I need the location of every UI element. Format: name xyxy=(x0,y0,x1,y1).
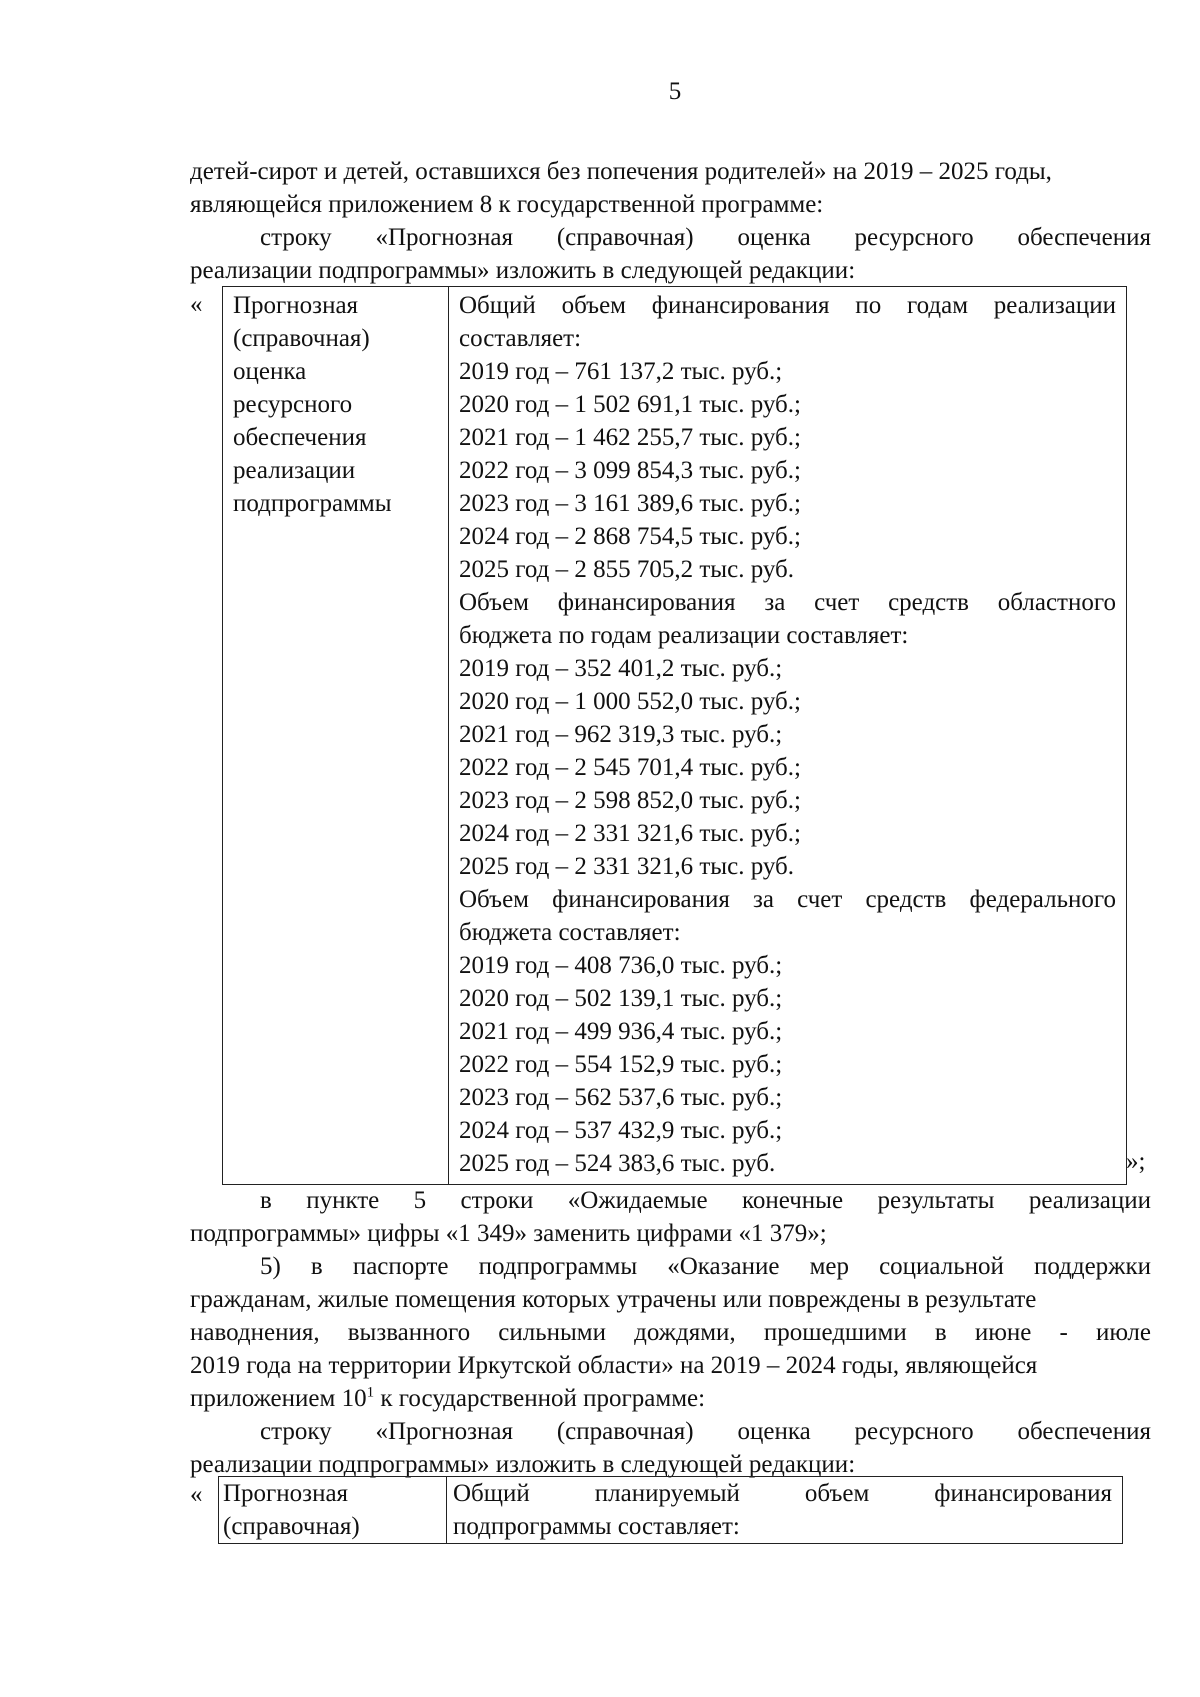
content-line: 2020 год – 1 502 691,1 тыс. руб.; xyxy=(459,391,801,418)
content-line: 2024 год – 2 331 321,6 тыс. руб.; xyxy=(459,820,801,847)
instruction-word: (справочная) xyxy=(556,1418,694,1445)
instruction-word: «Прогнозная xyxy=(375,224,514,251)
intro-paragraph xyxy=(190,155,1151,287)
label-line: (справочная) xyxy=(223,1513,360,1540)
content-line: 2019 год – 408 736,0 тыс. руб.; xyxy=(459,952,783,979)
point5-word: конечные xyxy=(742,1187,844,1214)
table1-content-cell xyxy=(449,287,1127,1185)
superscript: 1 xyxy=(366,1384,375,1401)
item5-word: вызванного xyxy=(347,1319,471,1346)
item5-word: паспорте xyxy=(352,1253,449,1280)
item5-line-1 xyxy=(190,1250,1151,1283)
content-line: 2025 год – 524 383,6 тыс. руб. xyxy=(459,1150,776,1177)
instruction2-line-1 xyxy=(190,1415,1151,1448)
item5-word: мер xyxy=(809,1253,849,1280)
content-line: 2022 год – 3 099 854,3 тыс. руб.; xyxy=(459,457,801,484)
point5-word: в xyxy=(260,1187,272,1214)
label-line: Прогнозная xyxy=(233,292,359,319)
instruction-word: оценка xyxy=(737,224,811,251)
instruction-word: строку xyxy=(260,1418,332,1445)
instruction-line-1 xyxy=(190,221,1151,254)
item5-word: в xyxy=(934,1319,947,1346)
item5-line-5 xyxy=(190,1382,1151,1415)
instruction-word: (справочная) xyxy=(556,224,694,251)
item5-line-5-post: к государственной программе: xyxy=(374,1385,706,1412)
content-word: объем xyxy=(804,1480,870,1507)
item5-word: в xyxy=(310,1253,323,1280)
instruction-word: ресурсного xyxy=(854,224,974,251)
instruction-word: строку xyxy=(260,224,332,251)
after-table-paragraphs xyxy=(190,1184,1151,1481)
instruction-word: ресурсного xyxy=(854,1418,974,1445)
content-line: 2025 год – 2 331 321,6 тыс. руб. xyxy=(459,853,795,880)
item5-word: июне xyxy=(974,1319,1032,1346)
content-line: 2019 год – 761 137,2 тыс. руб.; xyxy=(459,358,783,385)
table-row xyxy=(223,287,1127,1185)
table1-passport xyxy=(222,286,1127,1185)
instruction-word: «Прогнозная xyxy=(375,1418,514,1445)
item5-word: поддержки xyxy=(1033,1253,1151,1280)
instruction-word: обеспечения xyxy=(1017,224,1151,251)
instruction2-line-2: реализации подпрограммы» изложить в следующей редакции: xyxy=(190,1451,856,1478)
label-line: Прогнозная xyxy=(223,1480,349,1507)
content-word: Общий xyxy=(453,1480,530,1507)
item5-word: подпрограммы xyxy=(478,1253,638,1280)
point5-word: 5 xyxy=(413,1187,427,1214)
table1-open-quote: « xyxy=(190,291,203,318)
content-line: Объем финансирования за счет средств областного xyxy=(459,589,1116,616)
point5-line-2: подпрограммы» цифры «1 349» заменить цифрами «1 379»; xyxy=(190,1220,827,1247)
item5-line-5-pre: приложением 10 xyxy=(190,1385,367,1412)
content-line: 2020 год – 1 000 552,0 тыс. руб.; xyxy=(459,688,801,715)
label-line: реализации xyxy=(233,457,356,484)
label-line: оценка xyxy=(233,358,307,385)
item5-word: июле xyxy=(1095,1319,1151,1346)
content-line: 2024 год – 537 432,9 тыс. руб.; xyxy=(459,1117,783,1144)
item5-word: дождями, xyxy=(634,1319,736,1346)
instruction-word: оценка xyxy=(737,1418,811,1445)
content-line: 2024 год – 2 868 754,5 тыс. руб.; xyxy=(459,523,801,550)
content-word: планируемый xyxy=(594,1480,740,1507)
content-line: бюджета по годам реализации составляет: xyxy=(459,622,909,649)
table2-label-cell xyxy=(219,1477,447,1544)
item5-word: прошедшими xyxy=(763,1319,907,1346)
point5-line-1 xyxy=(190,1184,1151,1217)
label-line: ресурсного xyxy=(233,391,353,418)
label-line: подпрограммы xyxy=(233,490,392,517)
item5-word: 5) xyxy=(260,1253,281,1280)
content-line: 2023 год – 3 161 389,6 тыс. руб.; xyxy=(459,490,801,517)
content-line: 2025 год – 2 855 705,2 тыс. руб. xyxy=(459,556,795,583)
table2-passport xyxy=(218,1476,1123,1544)
point5-word: реализации xyxy=(1028,1187,1151,1214)
table2-open-quote: « xyxy=(190,1481,203,1508)
content-line: 2022 год – 2 545 701,4 тыс. руб.; xyxy=(459,754,801,781)
content-line: 2021 год – 962 319,3 тыс. руб.; xyxy=(459,721,783,748)
instruction-line-2: реализации подпрограммы» изложить в следующей редакции: xyxy=(190,257,856,284)
label-line: (справочная) xyxy=(233,325,370,352)
item5-word: «Оказание xyxy=(667,1253,780,1280)
content-line: Общий объем финансирования по годам реализации xyxy=(459,292,1116,319)
item5-word: сильными xyxy=(498,1319,607,1346)
content-line: Объем финансирования за счет средств федерального xyxy=(459,886,1116,913)
page-number: 5 xyxy=(668,78,682,105)
content-line xyxy=(453,1477,1112,1510)
point5-word: пункте xyxy=(306,1187,380,1214)
content-line: 2023 год – 562 537,6 тыс. руб.; xyxy=(459,1084,783,1111)
content-line: составляет: xyxy=(459,325,582,352)
item5-line-2: гражданам, жилые помещения которых утрачены или повреждены в результате xyxy=(190,1286,1037,1313)
table1-close-quote: »; xyxy=(1126,1148,1146,1175)
table2-content-cell xyxy=(447,1477,1123,1544)
content-line: 2022 год – 554 152,9 тыс. руб.; xyxy=(459,1051,783,1078)
point5-word: «Ожидаемые xyxy=(567,1187,708,1214)
item5-line-4: 2019 года на территории Иркутской области» на 2019 – 2024 годы, являющейся xyxy=(190,1352,1038,1379)
content-line: 2023 год – 2 598 852,0 тыс. руб.; xyxy=(459,787,801,814)
content-line: 2021 год – 1 462 255,7 тыс. руб.; xyxy=(459,424,801,451)
content-word: финансирования xyxy=(934,1480,1112,1507)
content-line: 2020 год – 502 139,1 тыс. руб.; xyxy=(459,985,783,1012)
content-line: подпрограммы составляет: xyxy=(453,1513,740,1540)
instruction-word: обеспечения xyxy=(1017,1418,1151,1445)
content-line: 2021 год – 499 936,4 тыс. руб.; xyxy=(459,1018,783,1045)
item5-word: наводнения, xyxy=(190,1319,320,1346)
item5-word: социальной xyxy=(879,1253,1004,1280)
point5-word: результаты xyxy=(877,1187,995,1214)
label-line: обеспечения xyxy=(233,424,367,451)
intro-line-2: являющейся приложением 8 к государственной программе: xyxy=(190,191,824,218)
item5-word: - xyxy=(1059,1319,1068,1346)
content-line: 2019 год – 352 401,2 тыс. руб.; xyxy=(459,655,783,682)
point5-word: строки xyxy=(460,1187,534,1214)
table-row xyxy=(219,1477,1123,1544)
intro-line-1: детей-сирот и детей, оставшихся без попечения родителей» на 2019 – 2025 годы, xyxy=(190,158,1052,185)
content-line: бюджета составляет: xyxy=(459,919,681,946)
item5-line-3 xyxy=(190,1316,1151,1349)
table1-label-cell xyxy=(223,287,449,1185)
